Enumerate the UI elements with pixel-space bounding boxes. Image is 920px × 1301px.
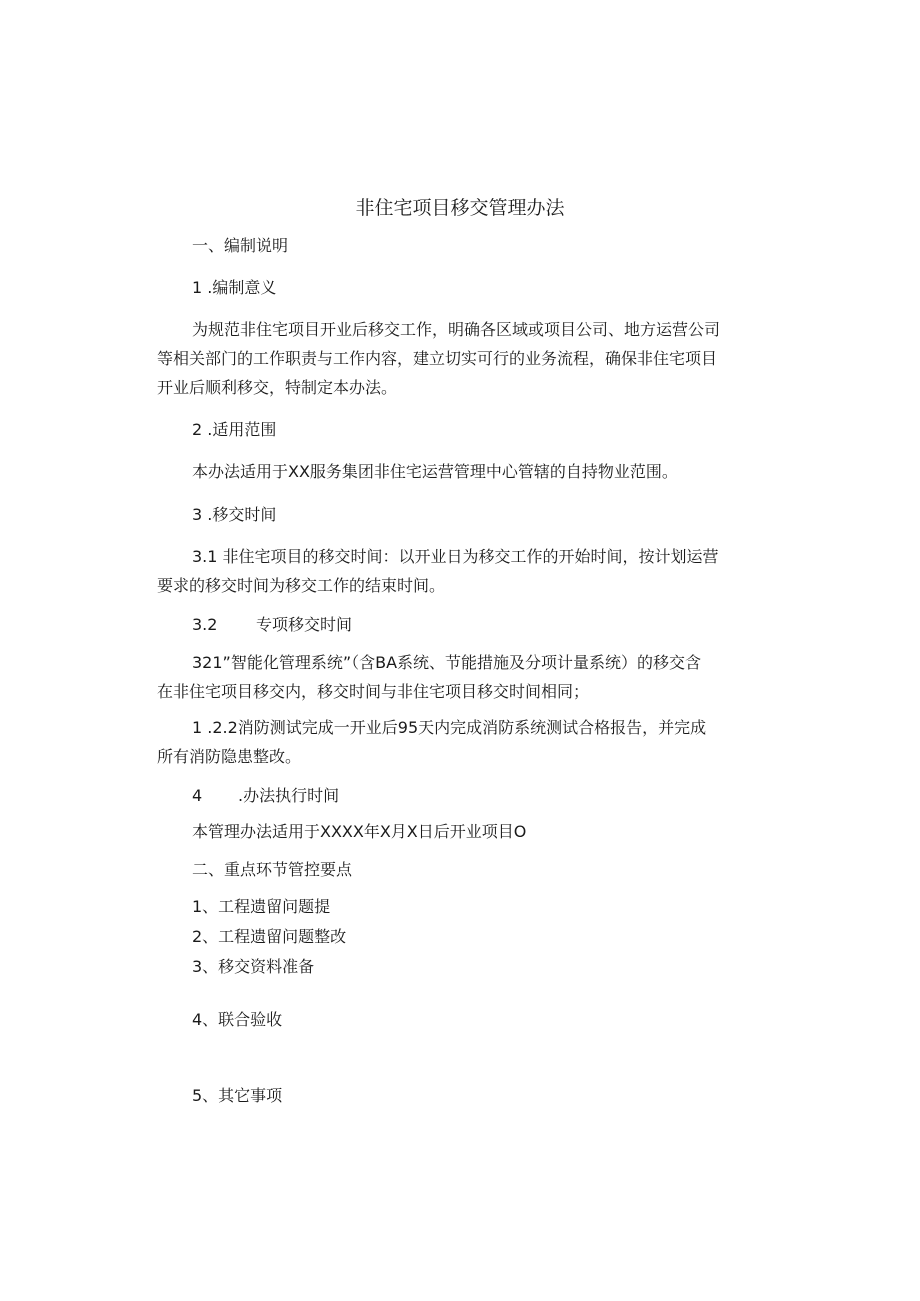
section-1-4-heading: .办法执行时间	[238, 786, 340, 805]
section-1-3-heading: 3 .移交时间	[192, 505, 277, 524]
paragraph-line: 本管理办法适用于XXXX年X月X日后开业项目O	[192, 822, 527, 841]
list-item: 1、工程遗留问题提	[192, 897, 331, 916]
section-1-2-heading: 2 .适用范围	[192, 420, 277, 439]
paragraph-line: 3.1 非住宅项目的移交时间：以开业日为移交工作的开始时间，按计划运营	[192, 547, 719, 566]
paragraph-line: 为规范非住宅项目开业后移交工作，明确各区域或项目公司、地方运营公司	[192, 320, 721, 339]
paragraph-line: 所有消防隐患整改。	[157, 747, 302, 766]
paragraph-line: 等相关部门的工作职责与工作内容，建立切实可行的业务流程，确保非住宅项目	[157, 349, 718, 368]
list-item: 4、联合验收	[192, 1010, 283, 1029]
section-1-heading: 一、编制说明	[192, 236, 289, 255]
paragraph-line: 本办法适用于XX服务集团非住宅运营管理中心管辖的自持物业范围。	[192, 462, 678, 481]
paragraph-line: 要求的移交时间为移交工作的结束时间。	[157, 576, 446, 595]
list-item: 5、其它事项	[192, 1086, 283, 1105]
paragraph-line: 321”智能化管理系统”（含BA系统、节能措施及分项计量系统）的移交含	[192, 653, 702, 672]
paragraph-line: 开业后顺利移交，特制定本办法。	[157, 378, 398, 397]
list-item: 2、工程遗留问题整改	[192, 927, 347, 946]
subsection-heading: 专项移交时间	[256, 615, 353, 634]
subsection-number: 3.2	[192, 615, 218, 634]
document-title: 非住宅项目移交管理办法	[355, 197, 565, 219]
section-1-1-heading: 1 .编制意义	[192, 278, 277, 297]
section-1-4-number: 4	[192, 786, 203, 805]
list-item: 3、移交资料准备	[192, 957, 315, 976]
paragraph-line: 在非住宅项目移交内，移交时间与非住宅项目移交时间相同；	[157, 682, 590, 701]
paragraph-line: 1 .2.2消防测试完成一开业后95天内完成消防系统测试合格报告，并完成	[192, 718, 707, 737]
section-2-heading: 二、重点环节管控要点	[192, 860, 353, 879]
